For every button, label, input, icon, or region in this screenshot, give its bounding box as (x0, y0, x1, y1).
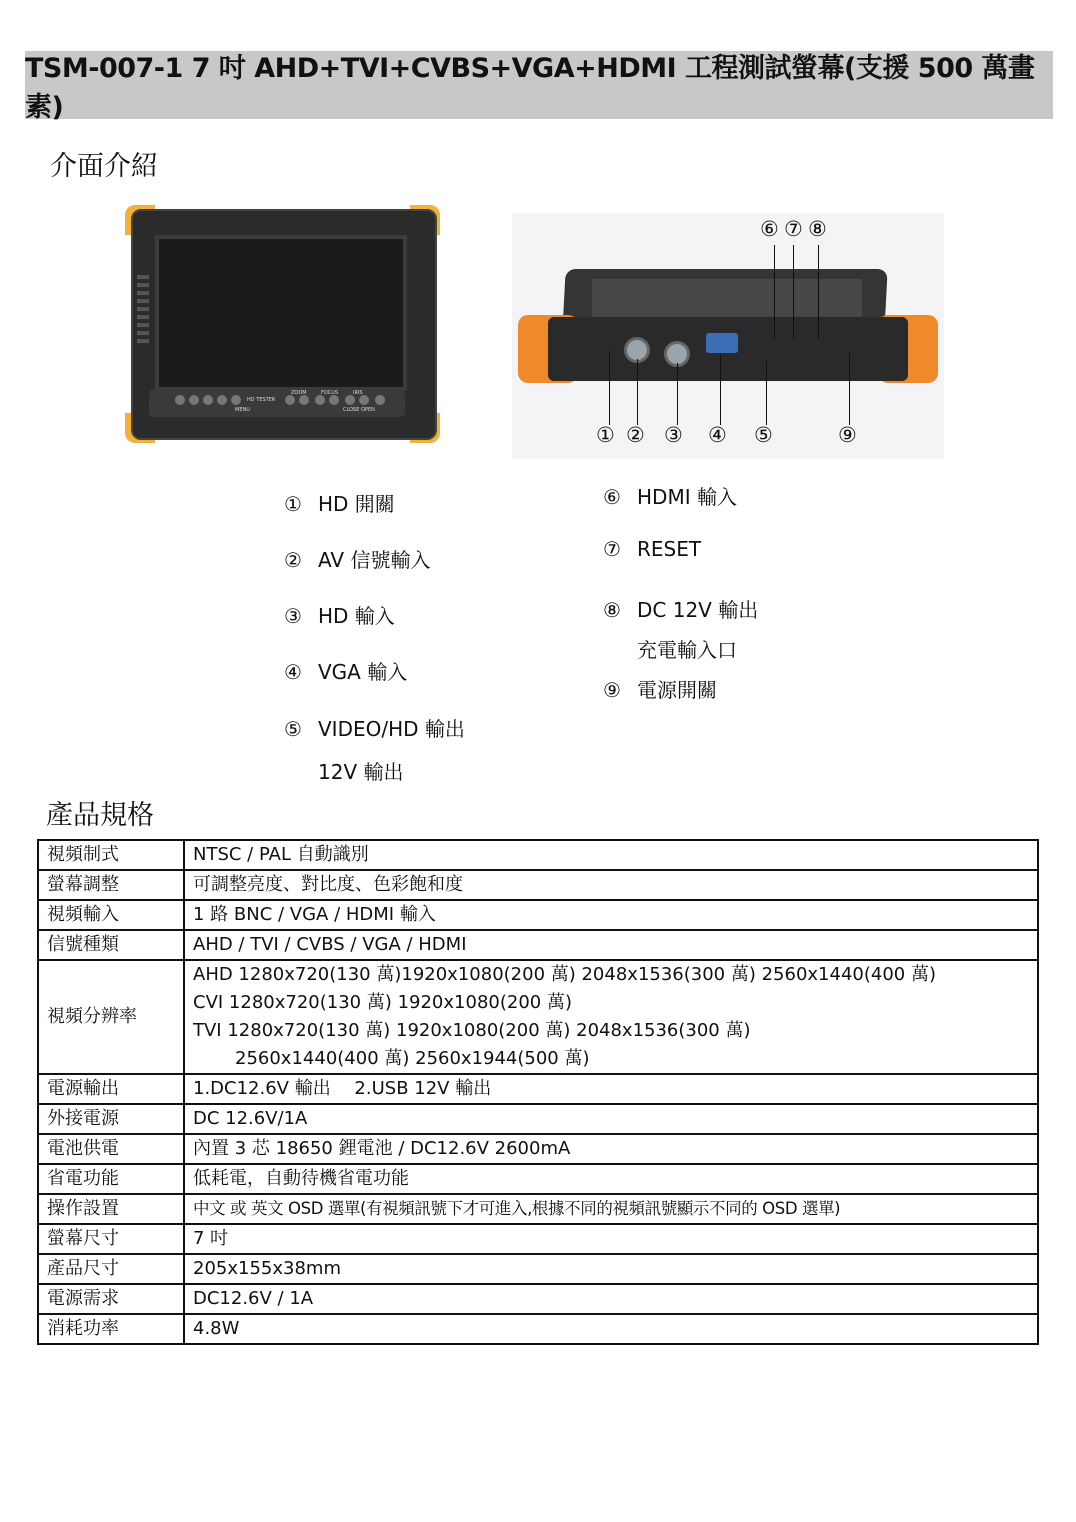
device-back-image (512, 213, 944, 459)
spec-label: 螢幕調整 (38, 870, 184, 900)
panel-button (217, 395, 227, 405)
spec-value: 中文 或 英文 OSD 選單(有視頻訊號下才可進入,根據不同的視頻訊號顯示不同的 OSD 選單) (184, 1194, 1038, 1224)
table-row (38, 930, 1038, 960)
legend-number: ⑥ (603, 485, 621, 509)
panel-label-close: CLOSE (343, 407, 360, 413)
panel-button (329, 395, 339, 405)
callout-number-2: ② (626, 423, 645, 447)
spec-label: 視頻分辨率 (38, 960, 184, 1074)
resolution-line-cvi: CVI 1280x720(130 萬) 1920x1080(200 萬) (193, 992, 572, 1013)
callout-number-3: ③ (664, 423, 683, 447)
table-row (38, 900, 1038, 930)
legend-text: VIDEO/HD 輸出 (318, 717, 465, 741)
spec-value: DC12.6V / 1A (184, 1284, 1038, 1314)
callout-number-6: ⑥ (760, 217, 779, 241)
legend-number: ① (284, 492, 302, 516)
spec-value: 4.8W (184, 1314, 1038, 1344)
spec-value: 1.DC12.6V 輸出 2.USB 12V 輸出 (184, 1074, 1038, 1104)
legend-item (603, 537, 701, 561)
callout-line (818, 245, 819, 339)
callout-line (774, 245, 775, 339)
spec-label: 外接電源 (38, 1104, 184, 1134)
spec-value: 205x155x38mm (184, 1254, 1038, 1284)
callout-number-9: ⑨ (838, 423, 857, 447)
legend-item (603, 481, 737, 510)
callout-number-1: ① (596, 423, 615, 447)
spec-table (37, 839, 1039, 1345)
panel-button (203, 395, 213, 405)
legend-number: ⑧ (603, 598, 621, 622)
legend-number: ⑨ (603, 678, 621, 702)
legend-text: HD 開關 (318, 492, 395, 516)
legend-continuation: 充電輸入口 (637, 638, 737, 662)
spec-value: 低耗電，自動待機省電功能 (184, 1164, 1038, 1194)
legend-text: 電源開關 (637, 678, 717, 702)
legend-number: ③ (284, 604, 302, 628)
panel-label-iris: IRIS (353, 390, 363, 396)
spec-label: 操作設置 (38, 1194, 184, 1224)
table-row (38, 1194, 1038, 1224)
panel-label-open: OPEN (361, 407, 375, 413)
panel-label-zoom: ZOOM (291, 390, 307, 396)
spec-label: 螢幕尺寸 (38, 1224, 184, 1254)
callout-line (637, 359, 638, 425)
resolution-line-tvi-cont: 2560x1440(400 萬) 2560x1944(500 萬) (235, 1048, 590, 1069)
legend-item (284, 544, 430, 573)
table-row (38, 960, 1038, 1074)
legend-text: DC 12V 輸出 (637, 598, 759, 622)
spec-value: 7 吋 (184, 1224, 1038, 1254)
legend-item (284, 488, 395, 517)
callout-line (609, 351, 610, 425)
panel-button (359, 395, 369, 405)
table-row (38, 870, 1038, 900)
spec-label: 電源需求 (38, 1284, 184, 1314)
legend-item (284, 656, 407, 685)
spec-label: 消耗功率 (38, 1314, 184, 1344)
table-row (38, 1284, 1038, 1314)
legend-text: AV 信號輸入 (318, 548, 431, 572)
legend-number: ④ (284, 660, 302, 684)
panel-button (375, 395, 385, 405)
table-row (38, 1164, 1038, 1194)
panel-label-focus: FOCUS (321, 390, 339, 396)
table-row (38, 1104, 1038, 1134)
legend-text: HD 輸入 (318, 604, 395, 628)
legend-continuation: 12V 輸出 (318, 760, 404, 784)
spec-value: DC 12.6V/1A (184, 1104, 1038, 1134)
callout-line (849, 353, 850, 425)
callout-number-5: ⑤ (754, 423, 773, 447)
vga-port (706, 333, 738, 353)
table-row (38, 1134, 1038, 1164)
legend-item (284, 600, 395, 629)
spec-value: 1 路 BNC / VGA / HDMI 輸入 (184, 900, 1038, 930)
spec-value: 內置 3 芯 18650 鋰電池 / DC12.6V 2600mA (184, 1134, 1038, 1164)
panel-button (315, 395, 325, 405)
legend-number: ⑤ (284, 717, 302, 741)
callout-number-4: ④ (708, 423, 727, 447)
panel-label-hd-tester: HD TESTER (247, 397, 276, 403)
legend-number: ⑦ (603, 537, 621, 561)
callout-line (720, 355, 721, 425)
legend-item (603, 674, 717, 703)
spec-label: 信號種類 (38, 930, 184, 960)
spec-label: 電池供電 (38, 1134, 184, 1164)
spec-value: NTSC / PAL 自動識別 (184, 840, 1038, 870)
table-row (38, 840, 1038, 870)
callout-number-7: ⑦ (784, 217, 803, 241)
section-heading-specifications: 產品規格 (46, 800, 154, 831)
legend-text: VGA 輸入 (318, 660, 408, 684)
spec-value-resolution (184, 960, 1038, 1074)
panel-button (175, 395, 185, 405)
spec-label: 視頻制式 (38, 840, 184, 870)
table-row (38, 1074, 1038, 1104)
table-row (38, 1314, 1038, 1344)
spec-label: 電源輸出 (38, 1074, 184, 1104)
legend-number: ② (284, 548, 302, 572)
spec-value: 可調整亮度、對比度、色彩飽和度 (184, 870, 1038, 900)
table-row (38, 1224, 1038, 1254)
spec-label: 省電功能 (38, 1164, 184, 1194)
resolution-line-ahd: AHD 1280x720(130 萬)1920x1080(200 萬) 2048x1536(300 萬) 2560x1440(400 萬) (193, 964, 936, 985)
panel-button (345, 395, 355, 405)
spec-label: 產品尺寸 (38, 1254, 184, 1284)
callout-line (677, 363, 678, 425)
panel-button (299, 395, 309, 405)
spec-value: AHD / TVI / CVBS / VGA / HDMI (184, 930, 1038, 960)
callout-line (793, 245, 794, 339)
callout-number-8: ⑧ (808, 217, 827, 241)
section-heading-interface: 介面介紹 (50, 151, 158, 182)
speaker-grill (137, 275, 149, 345)
legend-text: HDMI 輸入 (637, 485, 737, 509)
resolution-line-tvi: TVI 1280x720(130 萬) 1920x1080(200 萬) 2048x1536(300 萬) (193, 1020, 751, 1041)
legend-text: RESET (637, 537, 702, 561)
device-screen (155, 235, 407, 391)
panel-button (189, 395, 199, 405)
device-front-image (125, 205, 440, 443)
callout-line (766, 361, 767, 425)
spec-label: 視頻輸入 (38, 900, 184, 930)
legend-item (603, 594, 758, 623)
page-title: TSM-007-1 7 吋 AHD+TVI+CVBS+VGA+HDMI 工程測試螢幕(支援 500 萬畫素) (25, 51, 1053, 119)
table-row (38, 1254, 1038, 1284)
panel-label-menu: MENU (235, 407, 250, 413)
panel-button (231, 395, 241, 405)
panel-button (285, 395, 295, 405)
legend-item (284, 713, 465, 742)
